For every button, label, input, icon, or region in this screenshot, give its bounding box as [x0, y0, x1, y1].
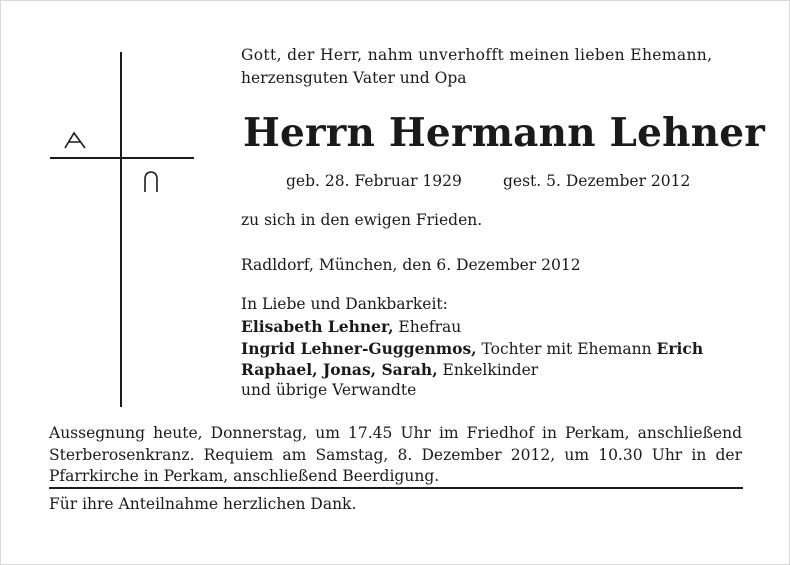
- birth-date: geb. 28. Februar 1929: [286, 172, 462, 190]
- omega-icon: [142, 170, 160, 194]
- funeral-line: Pfarrkirche in Perkam, anschließend Beerdigung.: [49, 467, 440, 485]
- mourner-name: Erich: [656, 339, 704, 358]
- funeral-line: Aussegnung heute, Donnerstag, um 17.45 Uhr im Friedhof in Perkam, anschließend: [49, 424, 742, 442]
- mourner-line: [241, 316, 461, 338]
- cross-vertical-bar: [120, 52, 122, 407]
- mourner-role: Enkelkinder: [437, 361, 539, 379]
- alpha-icon: [63, 130, 87, 150]
- death-date: gest. 5. Dezember 2012: [503, 172, 691, 190]
- mourner-line: und übrige Verwandte: [241, 381, 417, 399]
- eternal-peace-line: zu sich in den ewigen Frieden.: [241, 211, 483, 229]
- thanks-line: Für ihre Anteilnahme herzlichen Dank.: [49, 495, 357, 513]
- mourner-line: [241, 359, 538, 381]
- mourner-name: Ingrid Lehner-Guggenmos,: [241, 339, 477, 358]
- cross-horizontal-bar: [50, 157, 194, 159]
- divider: [49, 487, 743, 489]
- opening-line-2: herzensguten Vater und Opa: [241, 69, 467, 87]
- love-intro-line: In Liebe und Dankbarkeit:: [241, 295, 448, 313]
- opening-line-1: Gott, der Herr, nahm unverhofft meinen lieben Ehemann,: [241, 46, 713, 64]
- mourner-name: Raphael, Jonas, Sarah,: [241, 360, 438, 379]
- funeral-line: Sterberosenkranz. Requiem am Samstag, 8. Dezember 2012, um 10.30 Uhr in der: [49, 445, 742, 464]
- funeral-details: [49, 423, 742, 488]
- mourner-role: Tochter mit Ehemann: [476, 340, 657, 358]
- mourner-line: [241, 338, 703, 360]
- deceased-name: Herrn Hermann Lehner: [243, 110, 766, 156]
- mourner-role: Ehefrau: [393, 318, 462, 336]
- place-date-line: Radldorf, München, den 6. Dezember 2012: [241, 256, 581, 274]
- mourner-name: Elisabeth Lehner,: [241, 317, 394, 336]
